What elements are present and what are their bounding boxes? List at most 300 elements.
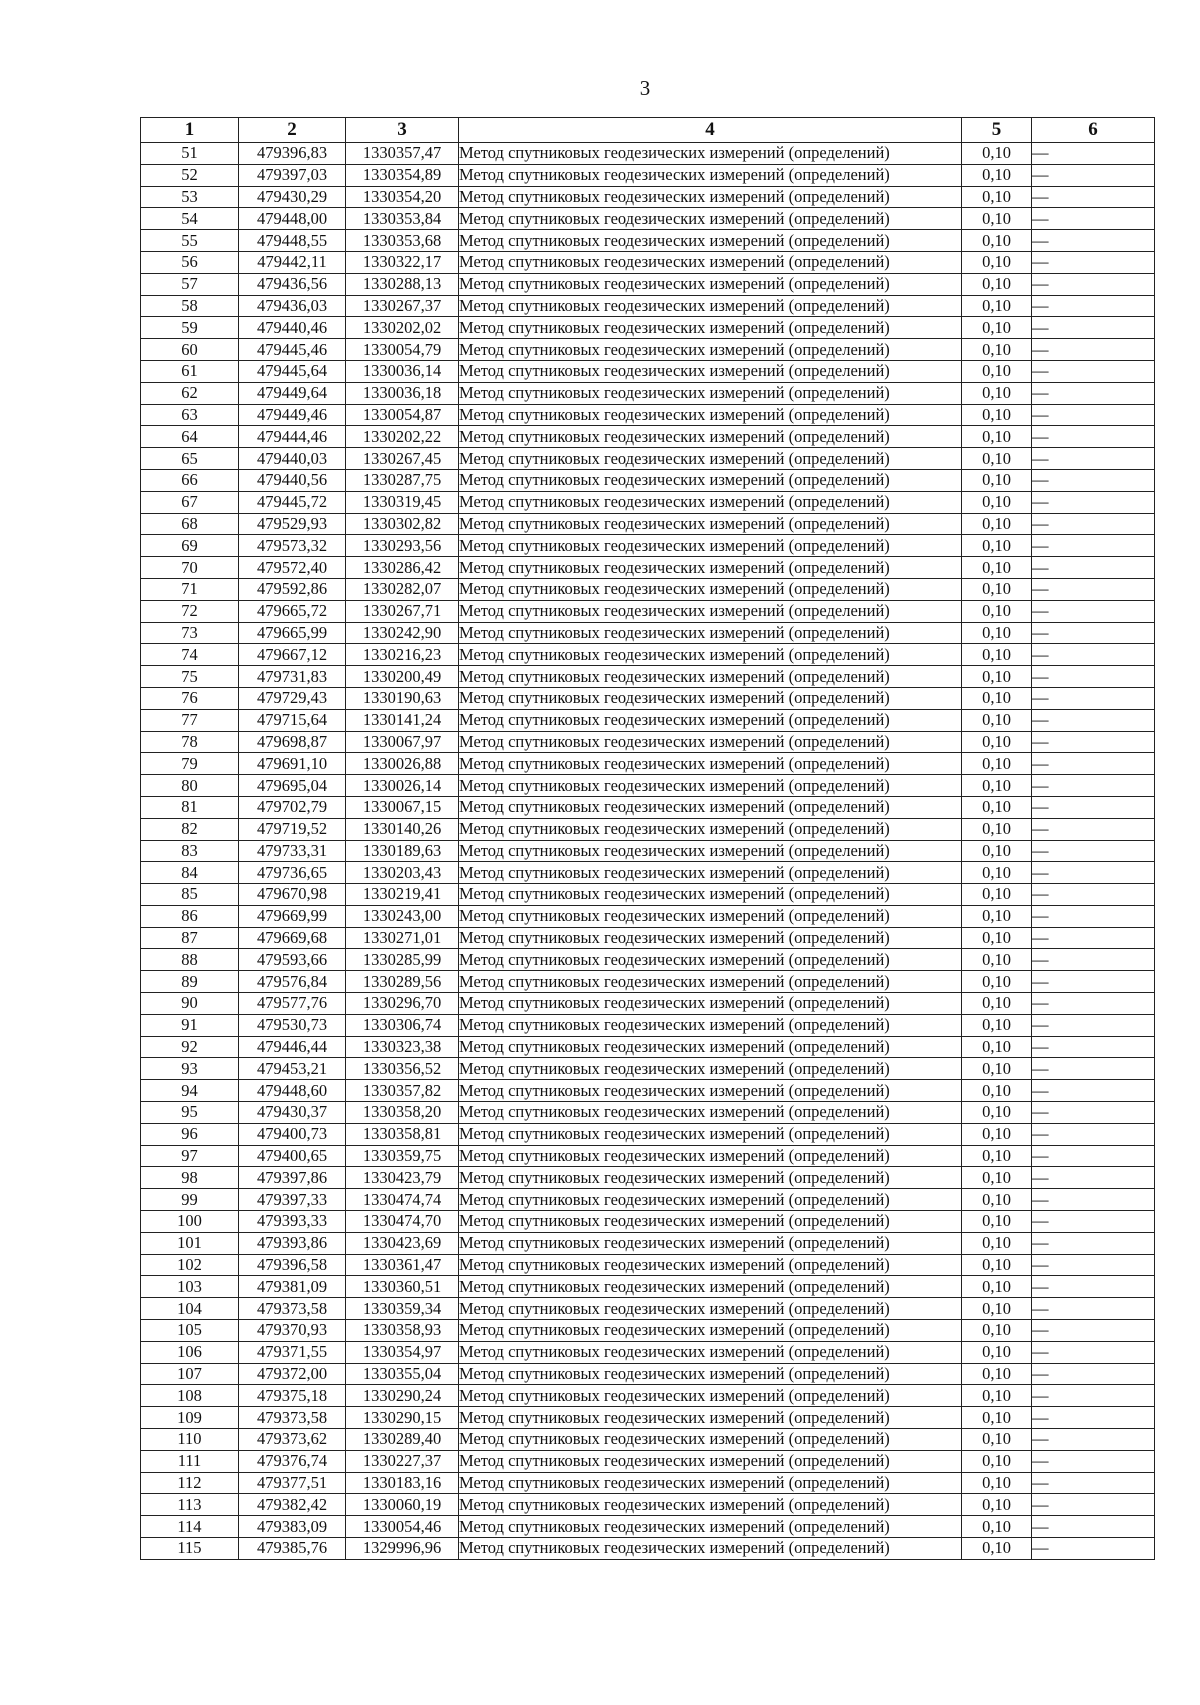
cell-point-number: 72 [141,600,239,622]
cell-note: — [1032,1385,1155,1407]
cell-x-coordinate: 479445,46 [239,339,346,361]
cell-y-coordinate: 1330202,22 [346,426,459,448]
cell-method: Метод спутниковых геодезических измерений (определений) [459,230,962,252]
table-row [141,622,1155,644]
cell-x-coordinate: 479695,04 [239,775,346,797]
header-col-1: 1 [141,118,239,143]
table-row [141,1232,1155,1254]
cell-note: — [1032,884,1155,906]
cell-accuracy: 0,10 [962,1298,1032,1320]
cell-accuracy: 0,10 [962,1494,1032,1516]
cell-y-coordinate: 1330203,43 [346,862,459,884]
cell-note: — [1032,796,1155,818]
cell-y-coordinate: 1330054,79 [346,339,459,361]
cell-point-number: 99 [141,1189,239,1211]
header-col-5: 5 [962,118,1032,143]
cell-accuracy: 0,10 [962,426,1032,448]
cell-note: — [1032,1058,1155,1080]
cell-y-coordinate: 1330293,56 [346,535,459,557]
cell-method: Метод спутниковых геодезических измерений (определений) [459,426,962,448]
cell-accuracy: 0,10 [962,1145,1032,1167]
cell-accuracy: 0,10 [962,186,1032,208]
table-row [141,186,1155,208]
cell-point-number: 95 [141,1102,239,1124]
cell-method: Метод спутниковых геодезических измерений (определений) [459,1254,962,1276]
cell-x-coordinate: 479376,74 [239,1450,346,1472]
cell-point-number: 90 [141,993,239,1015]
cell-x-coordinate: 479576,84 [239,971,346,993]
table-row [141,600,1155,622]
cell-note: — [1032,469,1155,491]
cell-accuracy: 0,10 [962,317,1032,339]
table-row [141,905,1155,927]
cell-method: Метод спутниковых геодезических измерений (определений) [459,1276,962,1298]
table-row [141,535,1155,557]
cell-note: — [1032,1341,1155,1363]
cell-note: — [1032,1102,1155,1124]
cell-accuracy: 0,10 [962,1320,1032,1342]
cell-note: — [1032,295,1155,317]
table-row [141,993,1155,1015]
cell-method: Метод спутниковых геодезических измерений (определений) [459,1080,962,1102]
cell-method: Метод спутниковых геодезических измерений (определений) [459,404,962,426]
cell-point-number: 63 [141,404,239,426]
cell-y-coordinate: 1330353,68 [346,230,459,252]
table-row [141,709,1155,731]
cell-x-coordinate: 479396,83 [239,143,346,165]
cell-point-number: 112 [141,1472,239,1494]
cell-y-coordinate: 1330353,84 [346,208,459,230]
cell-method: Метод спутниковых геодезических измерений (определений) [459,469,962,491]
cell-y-coordinate: 1330054,87 [346,404,459,426]
cell-point-number: 88 [141,949,239,971]
cell-x-coordinate: 479592,86 [239,578,346,600]
cell-y-coordinate: 1330354,97 [346,1341,459,1363]
table-row [141,1254,1155,1276]
cell-note: — [1032,927,1155,949]
cell-x-coordinate: 479393,33 [239,1211,346,1233]
cell-y-coordinate: 1330054,46 [346,1516,459,1538]
cell-x-coordinate: 479381,09 [239,1276,346,1298]
table-row [141,1058,1155,1080]
cell-note: — [1032,949,1155,971]
cell-accuracy: 0,10 [962,469,1032,491]
cell-x-coordinate: 479665,72 [239,600,346,622]
cell-method: Метод спутниковых геодезических измерений (определений) [459,1516,962,1538]
cell-accuracy: 0,10 [962,666,1032,688]
cell-note: — [1032,775,1155,797]
cell-y-coordinate: 1330355,04 [346,1363,459,1385]
table-row [141,1298,1155,1320]
cell-accuracy: 0,10 [962,753,1032,775]
cell-method: Метод спутниковых геодезических измерений (определений) [459,1320,962,1342]
table-row [141,1472,1155,1494]
cell-y-coordinate: 1330302,82 [346,513,459,535]
cell-method: Метод спутниковых геодезических измерений (определений) [459,1472,962,1494]
table-row [141,448,1155,470]
cell-point-number: 110 [141,1429,239,1451]
cell-x-coordinate: 479449,64 [239,382,346,404]
table-row [141,557,1155,579]
cell-accuracy: 0,10 [962,1407,1032,1429]
cell-note: — [1032,404,1155,426]
cell-point-number: 101 [141,1232,239,1254]
cell-y-coordinate: 1330219,41 [346,884,459,906]
cell-accuracy: 0,10 [962,1036,1032,1058]
table-row [141,927,1155,949]
cell-method: Метод спутниковых геодезических измерений (определений) [459,1036,962,1058]
cell-point-number: 56 [141,251,239,273]
cell-y-coordinate: 1330216,23 [346,644,459,666]
cell-method: Метод спутниковых геодезических измерений (определений) [459,1429,962,1451]
cell-method: Метод спутниковых геодезических измерений (определений) [459,1211,962,1233]
cell-method: Метод спутниковых геодезических измерений (определений) [459,535,962,557]
cell-note: — [1032,1298,1155,1320]
cell-point-number: 76 [141,687,239,709]
cell-note: — [1032,513,1155,535]
cell-method: Метод спутниковых геодезических измерений (определений) [459,927,962,949]
cell-method: Метод спутниковых геодезических измерений (определений) [459,731,962,753]
cell-note: — [1032,1472,1155,1494]
cell-accuracy: 0,10 [962,1254,1032,1276]
cell-y-coordinate: 1330271,01 [346,927,459,949]
header-col-4: 4 [459,118,962,143]
table-row [141,251,1155,273]
cell-point-number: 81 [141,796,239,818]
cell-x-coordinate: 479573,32 [239,535,346,557]
cell-note: — [1032,186,1155,208]
cell-x-coordinate: 479577,76 [239,993,346,1015]
cell-accuracy: 0,10 [962,360,1032,382]
cell-point-number: 87 [141,927,239,949]
cell-y-coordinate: 1330190,63 [346,687,459,709]
cell-y-coordinate: 1330267,71 [346,600,459,622]
cell-x-coordinate: 479446,44 [239,1036,346,1058]
cell-y-coordinate: 1330306,74 [346,1014,459,1036]
cell-method: Метод спутниковых геодезических измерений (определений) [459,622,962,644]
cell-accuracy: 0,10 [962,382,1032,404]
cell-method: Метод спутниковых геодезических измерений (определений) [459,186,962,208]
cell-point-number: 69 [141,535,239,557]
table-row [141,230,1155,252]
cell-accuracy: 0,10 [962,208,1032,230]
cell-note: — [1032,230,1155,252]
cell-note: — [1032,1145,1155,1167]
cell-point-number: 64 [141,426,239,448]
cell-accuracy: 0,10 [962,164,1032,186]
cell-x-coordinate: 479719,52 [239,818,346,840]
cell-accuracy: 0,10 [962,448,1032,470]
cell-x-coordinate: 479445,72 [239,491,346,513]
table-row [141,1407,1155,1429]
cell-x-coordinate: 479691,10 [239,753,346,775]
table-row [141,317,1155,339]
cell-note: — [1032,578,1155,600]
cell-x-coordinate: 479440,56 [239,469,346,491]
cell-accuracy: 0,10 [962,949,1032,971]
cell-point-number: 85 [141,884,239,906]
cell-x-coordinate: 479382,42 [239,1494,346,1516]
cell-point-number: 74 [141,644,239,666]
cell-note: — [1032,993,1155,1015]
cell-point-number: 83 [141,840,239,862]
table-row [141,1341,1155,1363]
cell-point-number: 77 [141,709,239,731]
table-row [141,273,1155,295]
cell-note: — [1032,1407,1155,1429]
cell-note: — [1032,1080,1155,1102]
table-row [141,1450,1155,1472]
cell-accuracy: 0,10 [962,295,1032,317]
cell-accuracy: 0,10 [962,1167,1032,1189]
cell-y-coordinate: 1330359,75 [346,1145,459,1167]
cell-note: — [1032,1036,1155,1058]
table-row [141,339,1155,361]
cell-method: Метод спутниковых геодезических измерений (определений) [459,1538,962,1560]
cell-y-coordinate: 1330267,45 [346,448,459,470]
table-row [141,796,1155,818]
cell-x-coordinate: 479665,99 [239,622,346,644]
cell-note: — [1032,339,1155,361]
cell-method: Метод спутниковых геодезических измерений (определений) [459,971,962,993]
table-row [141,1145,1155,1167]
cell-note: — [1032,1123,1155,1145]
cell-method: Метод спутниковых геодезических измерений (определений) [459,578,962,600]
cell-method: Метод спутниковых геодезических измерений (определений) [459,513,962,535]
cell-point-number: 53 [141,186,239,208]
cell-method: Метод спутниковых геодезических измерений (определений) [459,448,962,470]
cell-accuracy: 0,10 [962,862,1032,884]
cell-point-number: 54 [141,208,239,230]
cell-x-coordinate: 479715,64 [239,709,346,731]
cell-note: — [1032,687,1155,709]
cell-accuracy: 0,10 [962,557,1032,579]
cell-accuracy: 0,10 [962,731,1032,753]
cell-x-coordinate: 479400,73 [239,1123,346,1145]
cell-x-coordinate: 479442,11 [239,251,346,273]
cell-note: — [1032,535,1155,557]
cell-accuracy: 0,10 [962,143,1032,165]
cell-point-number: 58 [141,295,239,317]
cell-y-coordinate: 1330360,51 [346,1276,459,1298]
cell-y-coordinate: 1330036,14 [346,360,459,382]
cell-method: Метод спутниковых геодезических измерений (определений) [459,1407,962,1429]
cell-method: Метод спутниковых геодезических измерений (определений) [459,1102,962,1124]
cell-note: — [1032,1254,1155,1276]
table-row [141,971,1155,993]
cell-x-coordinate: 479373,58 [239,1298,346,1320]
cell-method: Метод спутниковых геодезических измерений (определений) [459,687,962,709]
cell-point-number: 93 [141,1058,239,1080]
cell-accuracy: 0,10 [962,535,1032,557]
cell-note: — [1032,1167,1155,1189]
cell-point-number: 84 [141,862,239,884]
cell-method: Метод спутниковых геодезических измерений (определений) [459,840,962,862]
cell-accuracy: 0,10 [962,1538,1032,1560]
cell-note: — [1032,1014,1155,1036]
cell-y-coordinate: 1330323,38 [346,1036,459,1058]
cell-point-number: 73 [141,622,239,644]
cell-x-coordinate: 479370,93 [239,1320,346,1342]
table-row [141,1516,1155,1538]
cell-y-coordinate: 1330285,99 [346,949,459,971]
cell-note: — [1032,753,1155,775]
table-row [141,1363,1155,1385]
table-row [141,513,1155,535]
cell-y-coordinate: 1330319,45 [346,491,459,513]
cell-method: Метод спутниковых геодезических измерений (определений) [459,382,962,404]
cell-note: — [1032,709,1155,731]
header-col-2: 2 [239,118,346,143]
cell-method: Метод спутниковых геодезических измерений (определений) [459,1385,962,1407]
cell-accuracy: 0,10 [962,600,1032,622]
table-row [141,666,1155,688]
cell-y-coordinate: 1330036,18 [346,382,459,404]
cell-note: — [1032,1538,1155,1560]
table-row [141,949,1155,971]
table-row [141,775,1155,797]
table-row [141,1080,1155,1102]
cell-x-coordinate: 479397,86 [239,1167,346,1189]
cell-x-coordinate: 479430,29 [239,186,346,208]
cell-method: Метод спутниковых геодезических измерений (определений) [459,143,962,165]
cell-method: Метод спутниковых геодезических измерений (определений) [459,1058,962,1080]
table-header [141,118,1155,143]
cell-accuracy: 0,10 [962,818,1032,840]
cell-method: Метод спутниковых геодезических измерений (определений) [459,818,962,840]
cell-accuracy: 0,10 [962,1102,1032,1124]
cell-x-coordinate: 479377,51 [239,1472,346,1494]
cell-note: — [1032,1429,1155,1451]
table-row [141,753,1155,775]
cell-method: Метод спутниковых геодезических измерений (определений) [459,1363,962,1385]
cell-y-coordinate: 1330286,42 [346,557,459,579]
cell-note: — [1032,251,1155,273]
cell-point-number: 98 [141,1167,239,1189]
cell-accuracy: 0,10 [962,1232,1032,1254]
cell-point-number: 115 [141,1538,239,1560]
cell-note: — [1032,1276,1155,1298]
cell-y-coordinate: 1330026,88 [346,753,459,775]
cell-y-coordinate: 1330242,90 [346,622,459,644]
table-row [141,295,1155,317]
cell-y-coordinate: 1330290,15 [346,1407,459,1429]
cell-note: — [1032,143,1155,165]
cell-x-coordinate: 479530,73 [239,1014,346,1036]
cell-note: — [1032,731,1155,753]
cell-x-coordinate: 479670,98 [239,884,346,906]
cell-note: — [1032,382,1155,404]
cell-accuracy: 0,10 [962,1014,1032,1036]
cell-note: — [1032,644,1155,666]
cell-x-coordinate: 479400,65 [239,1145,346,1167]
cell-y-coordinate: 1330361,47 [346,1254,459,1276]
table-row [141,469,1155,491]
cell-y-coordinate: 1330354,20 [346,186,459,208]
cell-point-number: 96 [141,1123,239,1145]
cell-y-coordinate: 1330060,19 [346,1494,459,1516]
cell-note: — [1032,448,1155,470]
cell-note: — [1032,360,1155,382]
cell-method: Метод спутниковых геодезических измерений (определений) [459,753,962,775]
cell-y-coordinate: 1330357,47 [346,143,459,165]
table-row [141,578,1155,600]
table-row [141,491,1155,513]
table-row [141,840,1155,862]
cell-method: Метод спутниковых геодезических измерений (определений) [459,796,962,818]
cell-point-number: 86 [141,905,239,927]
cell-point-number: 59 [141,317,239,339]
cell-point-number: 65 [141,448,239,470]
cell-accuracy: 0,10 [962,404,1032,426]
cell-y-coordinate: 1330423,69 [346,1232,459,1254]
cell-x-coordinate: 479667,12 [239,644,346,666]
cell-point-number: 70 [141,557,239,579]
table-row [141,360,1155,382]
table-row [141,687,1155,709]
cell-y-coordinate: 1329996,96 [346,1538,459,1560]
table-row [141,164,1155,186]
cell-note: — [1032,208,1155,230]
cell-method: Метод спутниковых геодезических измерений (определений) [459,208,962,230]
cell-x-coordinate: 479448,60 [239,1080,346,1102]
cell-y-coordinate: 1330358,93 [346,1320,459,1342]
cell-method: Метод спутниковых геодезических измерений (определений) [459,164,962,186]
table-row [141,1102,1155,1124]
cell-point-number: 105 [141,1320,239,1342]
cell-x-coordinate: 479698,87 [239,731,346,753]
cell-x-coordinate: 479375,18 [239,1385,346,1407]
cell-method: Метод спутниковых геодезических измерений (определений) [459,709,962,731]
cell-x-coordinate: 479396,58 [239,1254,346,1276]
cell-y-coordinate: 1330227,37 [346,1450,459,1472]
table-row [141,1494,1155,1516]
cell-y-coordinate: 1330141,24 [346,709,459,731]
table-row [141,731,1155,753]
cell-point-number: 67 [141,491,239,513]
cell-point-number: 94 [141,1080,239,1102]
table-row [141,1123,1155,1145]
table-row [141,1167,1155,1189]
header-col-6: 6 [1032,118,1155,143]
cell-point-number: 107 [141,1363,239,1385]
cell-point-number: 97 [141,1145,239,1167]
table-row [141,1385,1155,1407]
cell-x-coordinate: 479393,86 [239,1232,346,1254]
cell-y-coordinate: 1330359,34 [346,1298,459,1320]
cell-accuracy: 0,10 [962,622,1032,644]
cell-x-coordinate: 479529,93 [239,513,346,535]
cell-accuracy: 0,10 [962,491,1032,513]
table-row [141,1036,1155,1058]
table-row [141,1429,1155,1451]
cell-x-coordinate: 479444,46 [239,426,346,448]
cell-y-coordinate: 1330282,07 [346,578,459,600]
cell-point-number: 68 [141,513,239,535]
cell-note: — [1032,862,1155,884]
cell-note: — [1032,426,1155,448]
cell-method: Метод спутниковых геодезических измерений (определений) [459,1014,962,1036]
cell-point-number: 71 [141,578,239,600]
cell-accuracy: 0,10 [962,251,1032,273]
cell-accuracy: 0,10 [962,1341,1032,1363]
cell-x-coordinate: 479669,99 [239,905,346,927]
cell-method: Метод спутниковых геодезических измерений (определений) [459,905,962,927]
cell-point-number: 75 [141,666,239,688]
cell-point-number: 61 [141,360,239,382]
cell-x-coordinate: 479733,31 [239,840,346,862]
cell-x-coordinate: 479430,37 [239,1102,346,1124]
